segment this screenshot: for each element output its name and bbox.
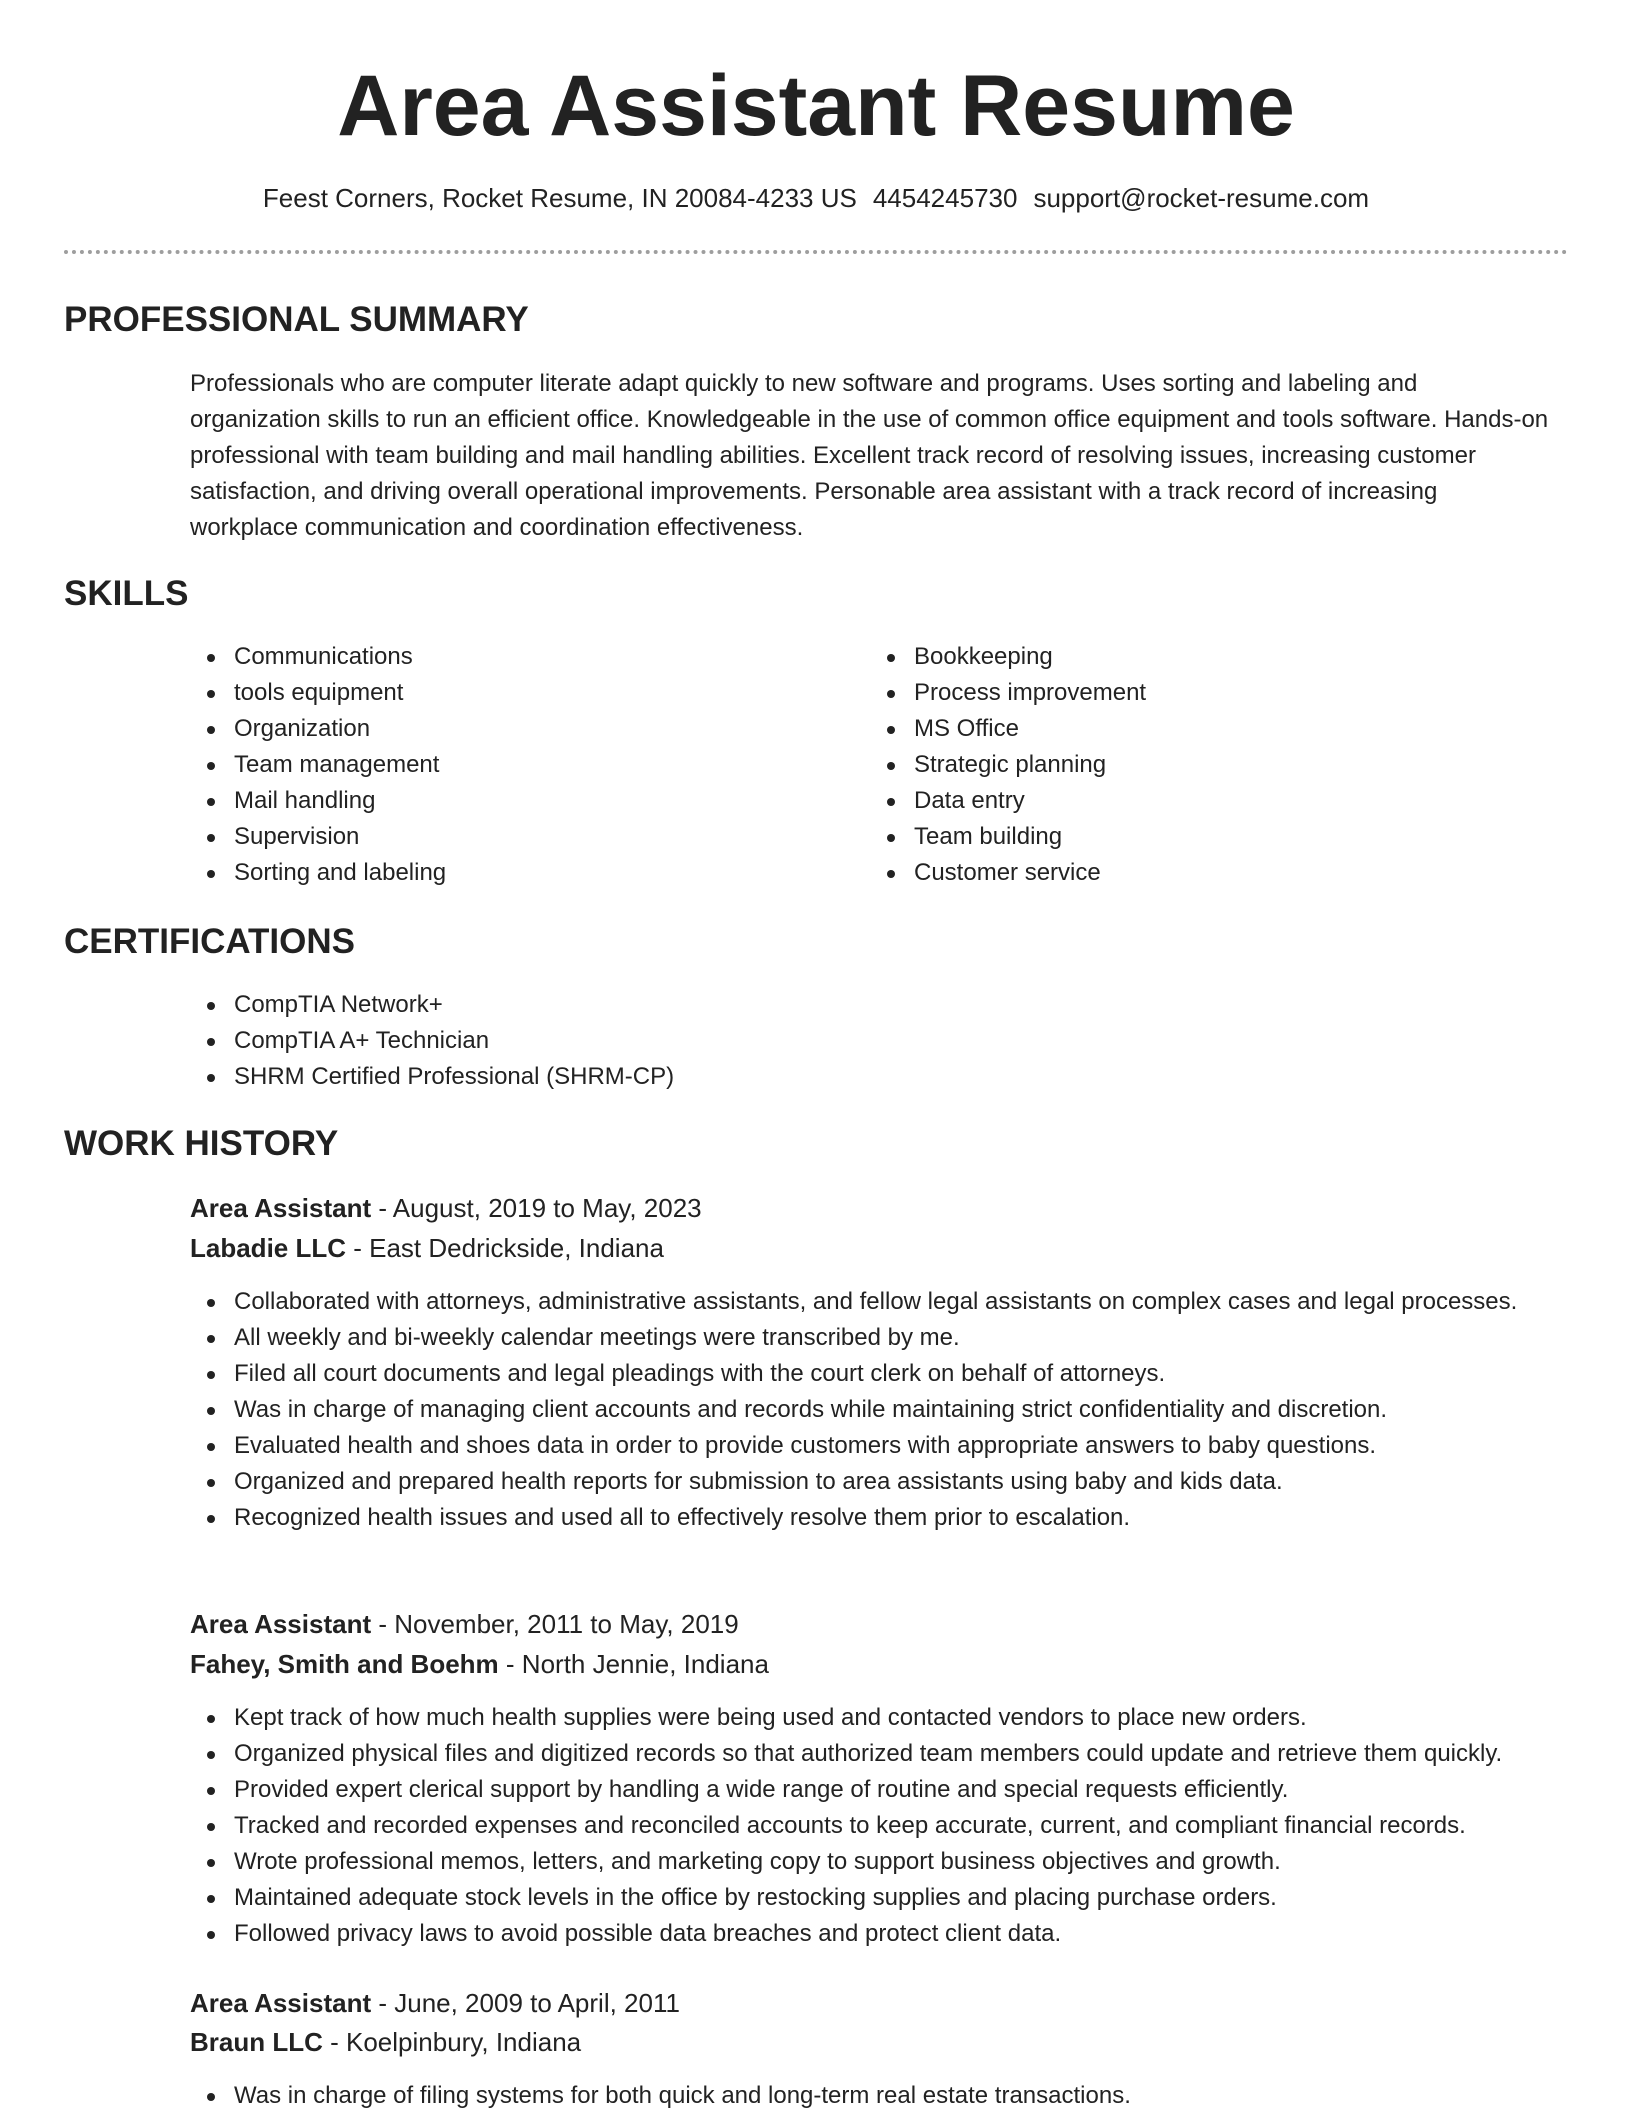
list-item: SHRM Certified Professional (SHRM-CP): [190, 1059, 1550, 1095]
job-title-line: [190, 1190, 702, 1226]
job-company-line: [190, 1646, 769, 1682]
job-company: Braun LLC: [190, 2027, 323, 2057]
list-item: Tracked and recorded expenses and reconciled accounts to keep accurate, current, and compliant financial records.: [190, 1808, 1590, 1844]
certifications-list: [190, 987, 1550, 1095]
page-title: Area Assistant Resume: [337, 58, 1295, 154]
list-item: Recognized health issues and used all to effectively resolve them prior to escalation.: [190, 1500, 1570, 1536]
list-item: Provided expert clerical support by handling a wide range of routine and special requests efficiently.: [190, 1772, 1590, 1808]
list-item: Process improvement: [870, 675, 1510, 711]
job-duties-list: [190, 1700, 1590, 1952]
list-item: MS Office: [870, 711, 1510, 747]
contact-email: support@rocket-resume.com: [1033, 183, 1370, 213]
list-item: Was in charge of managing client accounts and records while maintaining strict confidentiality and discretion.: [190, 1392, 1570, 1428]
job-location: - North Jennie, Indiana: [498, 1649, 769, 1679]
job-title: Area Assistant: [190, 1988, 372, 2018]
job-title-line: [190, 1606, 739, 1642]
skills-heading: SKILLS: [64, 574, 189, 613]
list-item: Supervision: [190, 819, 830, 855]
list-item: Wrote professional memos, letters, and marketing copy to support business objectives and growth.: [190, 1844, 1590, 1880]
list-item: Mail handling: [190, 783, 830, 819]
list-item: Organized physical files and digitized records so that authorized team members could update and retrieve them quickly.: [190, 1736, 1590, 1772]
skills-list-left: [190, 639, 830, 891]
summary-text: Professionals who are computer literate adapt quickly to new software and programs. Uses sorting and labeling and organization skills to run an efficient office. Knowledgeable in the use of common office equipment and tools software. Hands-on professional with team building and mail handling abilities. Excellent track record of resolving issues, increasing customer satisfaction, and driving overall operational improvements. Personable area assistant with a track record of increasing workplace communication and coordination effectiveness.: [190, 370, 1549, 541]
job-title: Area Assistant: [190, 1193, 372, 1223]
list-item: Customer service: [870, 855, 1510, 891]
list-item: Data entry: [870, 783, 1510, 819]
skills-list-right: [870, 639, 1510, 891]
job-duties-list: [190, 1284, 1570, 1536]
list-item: All weekly and bi-weekly calendar meetings were transcribed by me.: [190, 1320, 1570, 1356]
list-item: Kept track of how much health supplies were being used and contacted vendors to place new orders.: [190, 1700, 1590, 1736]
list-item: Was in charge of filing systems for both quick and long-term real estate transactions.: [190, 2078, 1570, 2112]
list-item: CompTIA A+ Technician: [190, 1023, 1550, 1059]
list-item: Team building: [870, 819, 1510, 855]
list-item: Followed privacy laws to avoid possible data breaches and protect client data.: [190, 1916, 1590, 1952]
contact-phone: 4454245730: [872, 183, 1018, 213]
list-item: Maintained adequate stock levels in the office by restocking supplies and placing purchase orders.: [190, 1880, 1590, 1916]
certifications-heading: CERTIFICATIONS: [64, 922, 356, 961]
job-duties-list: [190, 2078, 1570, 2112]
job-location: - East Dedrickside, Indiana: [346, 1233, 664, 1263]
job-company-line: [190, 1230, 664, 1266]
job-dates: - August, 2019 to May, 2023: [371, 1193, 702, 1223]
job-company: Labadie LLC: [190, 1233, 347, 1263]
work-history-heading: WORK HISTORY: [64, 1124, 339, 1163]
job-title: Area Assistant: [190, 1609, 372, 1639]
list-item: Collaborated with attorneys, administrative assistants, and fellow legal assistants on complex cases and legal processes.: [190, 1284, 1570, 1320]
job-location: - Koelpinbury, Indiana: [322, 2027, 582, 2057]
summary-heading: PROFESSIONAL SUMMARY: [64, 300, 529, 339]
list-item: tools equipment: [190, 675, 830, 711]
list-item: Strategic planning: [870, 747, 1510, 783]
list-item: Sorting and labeling: [190, 855, 830, 891]
header-divider: [64, 250, 1568, 254]
list-item: CompTIA Network+: [190, 987, 1550, 1023]
job-dates: - June, 2009 to April, 2011: [371, 1988, 680, 2018]
list-item: Organization: [190, 711, 830, 747]
list-item: Filed all court documents and legal pleadings with the court clerk on behalf of attorneys.: [190, 1356, 1570, 1392]
list-item: Bookkeeping: [870, 639, 1510, 675]
job-company: Fahey, Smith and Boehm: [190, 1649, 499, 1679]
list-item: Evaluated health and shoes data in order to provide customers with appropriate answers to baby questions.: [190, 1428, 1570, 1464]
job-company-line: [190, 2024, 581, 2060]
contact-line: [0, 181, 1632, 215]
contact-address: Feest Corners, Rocket Resume, IN 20084-4233 US: [262, 183, 857, 213]
job-dates: - November, 2011 to May, 2019: [371, 1609, 739, 1639]
list-item: Organized and prepared health reports for submission to area assistants using baby and kids data.: [190, 1464, 1570, 1500]
job-title-line: [190, 1985, 680, 2021]
list-item: Team management: [190, 747, 830, 783]
list-item: Communications: [190, 639, 830, 675]
